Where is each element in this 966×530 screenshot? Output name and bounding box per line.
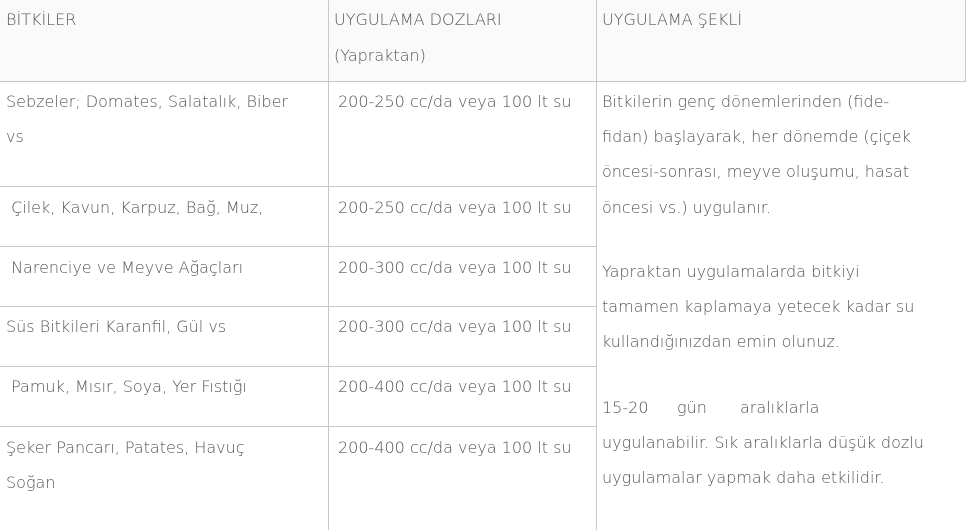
- row-divider: [0, 246, 596, 247]
- method-text-line: fidan) başlayarak, her dönemde (çiçek: [602, 127, 911, 146]
- method-text-line: öncesi-sonrası, meyve oluşumu, hasat: [602, 162, 910, 181]
- method-text-line: Yapraktan uygulamalarda bitkiyi: [602, 262, 860, 281]
- method-text-word: aralıklarla: [740, 398, 820, 417]
- method-text-line: öncesi vs.) uygulanır.: [602, 198, 772, 217]
- method-text-word: 15-20: [602, 398, 649, 417]
- method-text-line: uygulanabilir. Sık aralıklarla düşük dozlu: [602, 433, 924, 452]
- row-divider: [0, 426, 596, 427]
- header-dose-line2: (Yapraktan): [334, 46, 426, 65]
- header-plants: BİTKİLER: [6, 10, 77, 29]
- method-text-line: uygulamalar yapmak daha etkilidir.: [602, 468, 885, 487]
- row-divider: [0, 186, 596, 187]
- row-divider: [0, 81, 966, 82]
- table-row-plant: Çilek, Kavun, Karpuz, Bağ, Muz,: [6, 198, 264, 217]
- table-row-plant: Şeker Pancarı, Patates, Havuç: [6, 438, 245, 457]
- header-method: UYGULAMA ŞEKLİ: [602, 10, 743, 29]
- column-divider: [596, 0, 597, 530]
- table-row-dose: 200-400 cc/da veya 100 lt su: [338, 377, 572, 396]
- row-divider: [0, 306, 596, 307]
- method-text-line: Bitkilerin genç dönemlerinden (fide-: [602, 92, 890, 111]
- table-row-dose: 200-400 cc/da veya 100 lt su: [338, 438, 572, 457]
- method-text-word: gün: [677, 398, 707, 417]
- table-row-plant: Süs Bitkileri Karanfil, Gül vs: [6, 317, 227, 336]
- method-text-line: tamamen kaplamaya yetecek kadar su: [602, 297, 915, 316]
- table-row-plant: Pamuk, Mısır, Soya, Yer Fıstığı: [6, 377, 247, 396]
- table-row-dose: 200-300 cc/da veya 100 lt su: [338, 317, 572, 336]
- table-row-dose: 200-250 cc/da veya 100 lt su: [338, 198, 572, 217]
- row-divider: [0, 366, 596, 367]
- table-row-plant-cont: Soğan: [6, 473, 56, 492]
- header-dose-line1: UYGULAMA DOZLARI: [334, 10, 502, 29]
- table-row-plant: Narenciye ve Meyve Ağaçları: [6, 258, 244, 277]
- table-row-dose: 200-250 cc/da veya 100 lt su: [338, 92, 572, 111]
- method-text-line: kullandığınızdan emin olunuz.: [602, 332, 840, 351]
- column-divider: [328, 0, 329, 530]
- table-row-plant: Sebzeler; Domates, Salatalık, Biber: [6, 92, 288, 111]
- table-row-plant-cont: vs: [6, 127, 24, 146]
- table-row-dose: 200-300 cc/da veya 100 lt su: [338, 258, 572, 277]
